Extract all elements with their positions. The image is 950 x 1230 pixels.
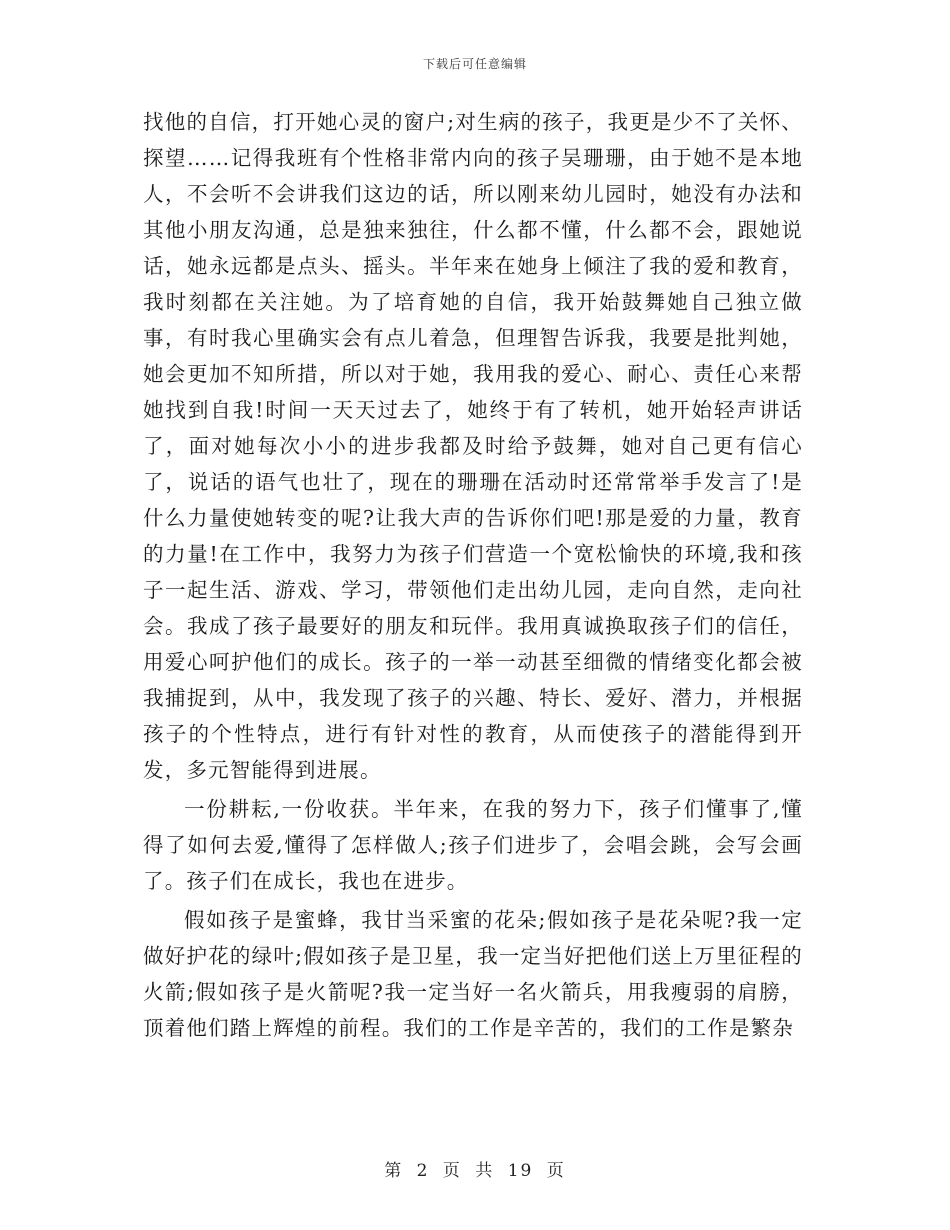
document-body — [143, 104, 803, 1046]
page-number: 第 2 页 共 19 页 — [384, 1161, 566, 1181]
header-note: 下载后可任意编辑 — [422, 57, 527, 71]
paragraph-metaphor: 假如孩子是蜜蜂，我甘当采蜜的花朵;假如孩子是花朵呢?我一定做好护花的绿叶;假如孩子是卫星，我一定当好把他们送上万里征程的火箭;假如孩子是火箭呢?我一定当好一名火箭兵，用我瘦弱的肩膀，顶着他们踏上辉煌的前程。我们的工作是辛苦的，我们的工作是繁杂 — [143, 908, 803, 1040]
paragraph-continued: 找他的自信，打开她心灵的窗户;对生病的孩子，我更是少不了关怀、探望……记得我班有个性格非常内向的孩子吴珊珊，由于她不是本地人，不会听不会讲我们这边的话，所以刚来幼儿园时，她没有办法和其他小朋友沟通，总是独来独往，什么都不懂，什么都不会，跟她说话，她永远都是点头、摇头。半年来在她身上倾注了我的爱和教育，我时刻都在关注她。为了培育她的自信，我开始鼓舞她自己独立做事，有时我心里确实会有点儿着急，但理智告诉我，我要是批判她，她会更加不知所措，所以对于她，我用我的爱心、耐心、责任心来帮她找到自我!时间一天天过去了，她终于有了转机，她开始轻声讲话了，面对她每次小小的进步我都及时给予鼓舞，她对自己更有信心了，说话的语气也壮了，现在的珊珊在活动时还常常举手发言了!是什么力量使她转变的呢?让我大声的告诉你们吧!那是爱的力量，教育的力量!在工作中，我努力为孩子们营造一个宽松愉快的环境,我和孩子一起生活、游戏、学习，带领他们走出幼儿园，走向自然，走向社会。我成了孩子最要好的朋友和玩伴。我用真诚换取孩子们的信任，用爱心呵护他们的成长。孩子的一举一动甚至细微的情绪变化都会被我捕捉到，从中，我发现了孩子的兴趣、特长、爱好、潜力，并根据孩子的个性特点，进行有针对性的教育，从而使孩子的潜能得到开发，多元智能得到进展。 — [143, 110, 803, 782]
paragraph-harvest: 一份耕耘,一份收获。半年来，在我的努力下，孩子们懂事了,懂得了如何去爱,懂得了怎样做人;孩子们进步了，会唱会跳，会写会画了。孩子们在成长，我也在进步。 — [143, 797, 803, 893]
